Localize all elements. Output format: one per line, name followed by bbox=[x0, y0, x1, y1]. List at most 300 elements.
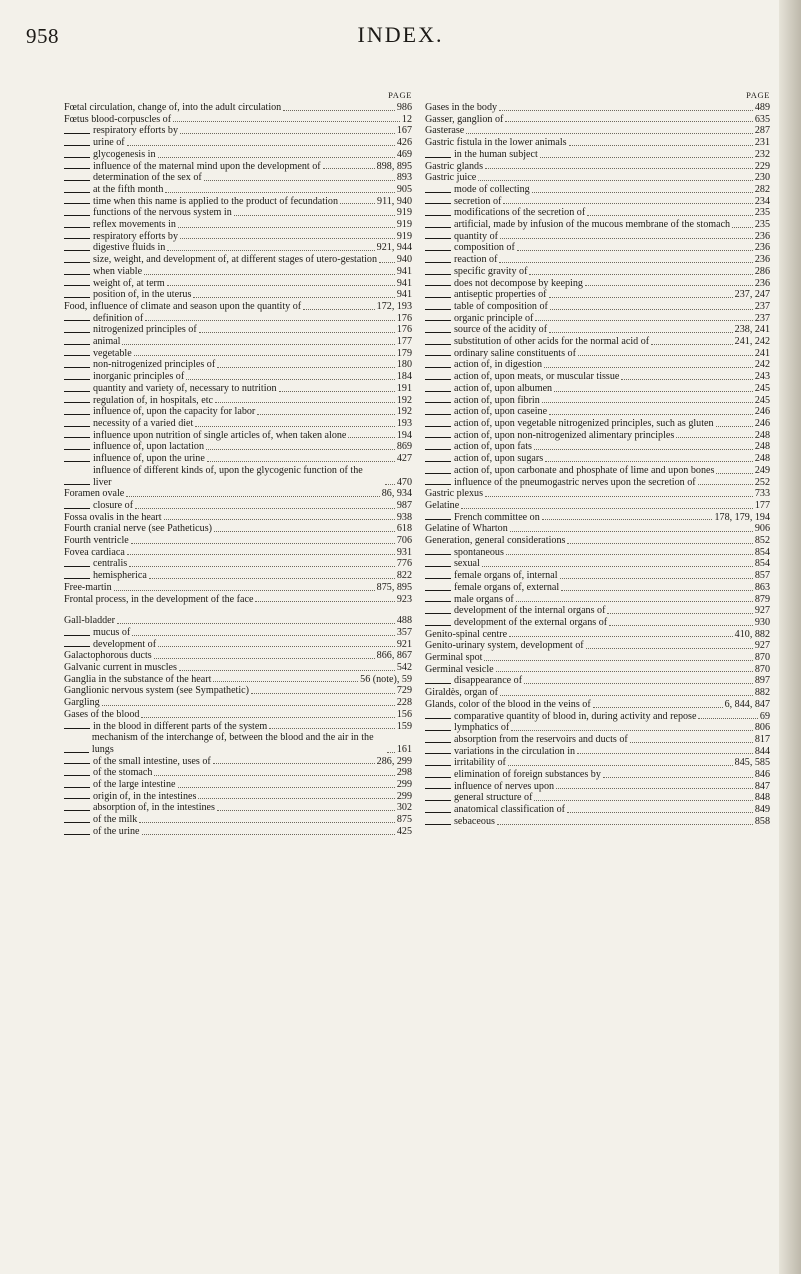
index-subentry bbox=[64, 313, 412, 325]
dot-leader bbox=[509, 636, 733, 637]
dot-leader bbox=[141, 717, 394, 718]
dot-leader bbox=[461, 508, 753, 509]
index-subentry bbox=[425, 406, 770, 418]
entry-text: inorganic principles of bbox=[93, 371, 185, 383]
entry-text: influence of, upon the capacity for labor bbox=[93, 406, 256, 418]
entry-text: influence of different kinds of, upon the glycogenic function of the liver bbox=[93, 464, 363, 488]
index-subentry bbox=[64, 336, 412, 348]
index-subentry bbox=[425, 547, 770, 559]
index-subentry bbox=[425, 781, 770, 793]
dot-leader bbox=[127, 554, 395, 555]
entry-text: spontaneous bbox=[454, 546, 504, 558]
entry-page-ref: 287 bbox=[754, 125, 770, 137]
ditto-dash bbox=[425, 379, 451, 380]
entry-page-ref: 252 bbox=[754, 476, 770, 488]
entry-text: size, weight, and development of, at different stages of utero-gestation bbox=[93, 254, 378, 266]
ditto-dash bbox=[425, 250, 451, 251]
index-subentry bbox=[425, 558, 770, 570]
ditto-dash bbox=[425, 484, 451, 485]
entry-text: Gastric glands bbox=[425, 160, 484, 172]
index-subentry bbox=[64, 500, 412, 512]
entry-text: position of, in the uterus bbox=[93, 289, 192, 301]
ditto-dash bbox=[425, 554, 451, 555]
entry-text: variations in the circulation in bbox=[454, 745, 576, 757]
index-entry bbox=[64, 523, 412, 535]
dot-leader bbox=[385, 484, 395, 485]
index-subentry bbox=[64, 721, 412, 733]
ditto-dash bbox=[425, 309, 451, 310]
dot-leader bbox=[134, 355, 395, 356]
index-subentry bbox=[425, 371, 770, 383]
entry-page-ref: 302 bbox=[396, 802, 412, 814]
ditto-dash bbox=[64, 752, 89, 753]
entry-page-ref: 427 bbox=[396, 453, 412, 465]
index-subentry bbox=[64, 184, 412, 196]
index-subentry bbox=[64, 814, 412, 826]
index-entry bbox=[425, 652, 770, 664]
index-subentry bbox=[64, 732, 412, 755]
entry-page-ref: 426 bbox=[396, 137, 412, 149]
dot-leader bbox=[207, 461, 395, 462]
ditto-dash bbox=[425, 578, 451, 579]
entry-text: action of, upon sugars bbox=[454, 453, 544, 465]
ditto-dash bbox=[64, 133, 90, 134]
entry-text: Gases in the body bbox=[425, 102, 498, 113]
entry-page-ref: 931 bbox=[396, 546, 412, 558]
entry-text: Fœtal circulation, change of, into the adult circulation bbox=[64, 102, 282, 113]
index-subentry bbox=[425, 582, 770, 594]
index-subentry bbox=[64, 756, 412, 768]
index-subentry bbox=[425, 430, 770, 442]
index-subentry bbox=[64, 231, 412, 243]
index-subentry bbox=[64, 441, 412, 453]
dot-leader bbox=[499, 110, 753, 111]
entry-text: action of, upon fibrin bbox=[454, 394, 540, 406]
dot-leader bbox=[578, 355, 753, 356]
entry-page-ref: 236 bbox=[754, 277, 770, 289]
index-subentry bbox=[64, 371, 412, 383]
index-subentry bbox=[425, 418, 770, 430]
index-subentry bbox=[64, 791, 412, 803]
entry-page-ref: 86, 934 bbox=[381, 488, 412, 500]
ditto-dash bbox=[64, 402, 90, 403]
index-subentry bbox=[425, 395, 770, 407]
entry-text: male organs of bbox=[454, 593, 514, 605]
dot-leader bbox=[478, 180, 753, 181]
dot-leader bbox=[213, 763, 375, 764]
ditto-dash bbox=[425, 320, 451, 321]
entry-text: quantity of bbox=[454, 230, 499, 242]
index-entry bbox=[425, 687, 770, 699]
entry-page-ref: 870 bbox=[754, 663, 770, 675]
dot-leader bbox=[529, 274, 752, 275]
dot-leader bbox=[165, 192, 394, 193]
entry-text: respiratory efforts by bbox=[93, 125, 179, 137]
dot-leader bbox=[500, 238, 753, 239]
entry-text: influence of the pneumogastric nerves upon the secretion of bbox=[454, 476, 696, 488]
index-subentry bbox=[425, 675, 770, 687]
entry-page-ref: 177 bbox=[754, 499, 770, 511]
index-subentry bbox=[64, 383, 412, 395]
dot-leader bbox=[379, 262, 395, 263]
ditto-dash bbox=[425, 391, 451, 392]
index-entry bbox=[64, 709, 412, 721]
ditto-dash bbox=[425, 777, 451, 778]
section-gap bbox=[64, 605, 412, 615]
ditto-dash bbox=[425, 625, 451, 626]
entry-text: does not decompose by keeping bbox=[454, 277, 583, 289]
entry-page-ref: 927 bbox=[754, 640, 770, 652]
ditto-dash bbox=[425, 753, 451, 754]
ditto-dash bbox=[64, 367, 90, 368]
entry-page-ref: 184 bbox=[396, 371, 412, 383]
dot-leader bbox=[542, 402, 753, 403]
entry-page-ref: 176 bbox=[396, 312, 412, 324]
index-subentry bbox=[425, 453, 770, 465]
entry-text: Gargling bbox=[64, 697, 100, 709]
index-subentry bbox=[64, 558, 412, 570]
entry-page-ref: 806 bbox=[754, 722, 770, 734]
entry-page-ref: 845, 585 bbox=[734, 757, 770, 769]
index-entry bbox=[64, 582, 412, 594]
ditto-dash bbox=[425, 742, 451, 743]
index-entry bbox=[425, 699, 770, 711]
entry-page-ref: 245 bbox=[754, 382, 770, 394]
ditto-dash bbox=[64, 508, 90, 509]
entry-page-ref: 986 bbox=[396, 102, 412, 113]
entry-text: ordinary saline constituents of bbox=[454, 347, 576, 359]
entry-page-ref: 635 bbox=[754, 113, 770, 125]
index-subentry bbox=[425, 594, 770, 606]
dot-leader bbox=[257, 414, 395, 415]
entry-text: digestive fluids in bbox=[93, 242, 166, 254]
ditto-dash bbox=[425, 601, 451, 602]
entry-page-ref: 193 bbox=[396, 417, 412, 429]
dot-leader bbox=[348, 437, 394, 438]
index-subentry bbox=[64, 570, 412, 582]
entry-page-ref: 177 bbox=[396, 336, 412, 348]
index-subentry bbox=[64, 266, 412, 278]
dot-leader bbox=[173, 121, 400, 122]
dot-leader bbox=[206, 449, 395, 450]
dot-leader bbox=[135, 508, 395, 509]
dot-leader bbox=[129, 566, 395, 567]
dot-leader bbox=[698, 484, 753, 485]
entry-page-ref: 854 bbox=[754, 558, 770, 570]
index-subentry bbox=[64, 254, 412, 266]
dot-leader bbox=[251, 693, 395, 694]
dot-leader bbox=[178, 227, 395, 228]
entry-page-ref: 229 bbox=[754, 160, 770, 172]
entry-text: in the blood in different parts of the system bbox=[93, 720, 268, 732]
entry-text: functions of the nervous system in bbox=[93, 207, 232, 219]
index-subentry bbox=[64, 406, 412, 418]
ditto-dash bbox=[425, 157, 451, 158]
entry-text: quantity and variety of, necessary to nutrition bbox=[93, 382, 277, 394]
entry-page-ref: 231 bbox=[754, 137, 770, 149]
entry-text: vegetable bbox=[93, 347, 132, 359]
dot-leader bbox=[158, 157, 395, 158]
entry-text: Genito-spinal centre bbox=[425, 628, 508, 640]
ditto-dash bbox=[64, 635, 90, 636]
index-entry bbox=[425, 125, 770, 137]
index-subentry bbox=[425, 301, 770, 313]
ditto-dash bbox=[425, 227, 451, 228]
entry-text: general structure of bbox=[454, 792, 533, 804]
index-list-left bbox=[64, 102, 412, 838]
dot-leader bbox=[587, 215, 753, 216]
dot-leader bbox=[497, 824, 753, 825]
dot-leader bbox=[158, 646, 395, 647]
entry-text: Frontal process, in the development of the face bbox=[64, 593, 254, 605]
ditto-dash bbox=[425, 414, 451, 415]
entry-text: Gastric plexus bbox=[425, 488, 484, 500]
dot-leader bbox=[154, 658, 375, 659]
ditto-dash bbox=[64, 449, 90, 450]
ditto-dash bbox=[425, 215, 451, 216]
ditto-dash bbox=[425, 683, 451, 684]
entry-text: Gases of the blood bbox=[64, 708, 140, 720]
ditto-dash bbox=[425, 519, 451, 520]
dot-leader bbox=[214, 531, 395, 532]
entry-text: mucus of bbox=[93, 626, 131, 638]
dot-leader bbox=[217, 367, 395, 368]
entry-text: Gelatine bbox=[425, 499, 460, 511]
entry-text: absorption of, in the intestines bbox=[93, 802, 215, 814]
entry-page-ref: 299 bbox=[396, 790, 412, 802]
index-entry bbox=[64, 535, 412, 547]
dot-leader bbox=[609, 625, 753, 626]
dot-leader bbox=[577, 753, 753, 754]
entry-page-ref: 897 bbox=[754, 675, 770, 687]
entry-page-ref: 875 bbox=[396, 814, 412, 826]
entry-page-ref: 542 bbox=[396, 662, 412, 674]
dot-leader bbox=[569, 145, 753, 146]
dot-leader bbox=[506, 554, 753, 555]
index-subentry bbox=[425, 324, 770, 336]
entry-page-ref: 286 bbox=[754, 265, 770, 277]
entry-text: Glands, color of the blood in the veins of bbox=[425, 698, 591, 710]
ditto-dash bbox=[64, 798, 90, 799]
entry-page-ref: 847 bbox=[754, 780, 770, 792]
entry-text: modifications of the secretion of bbox=[454, 207, 586, 219]
index-entry bbox=[64, 662, 412, 674]
index-subentry bbox=[64, 639, 412, 651]
index-subentry bbox=[425, 769, 770, 781]
dot-leader bbox=[540, 157, 753, 158]
entry-page-ref: 489 bbox=[754, 102, 770, 113]
entry-page-ref: 249 bbox=[754, 464, 770, 476]
entry-text: Genito-urinary system, development of bbox=[425, 640, 584, 652]
ditto-dash bbox=[64, 414, 90, 415]
index-subentry bbox=[425, 359, 770, 371]
dot-leader bbox=[603, 777, 753, 778]
entry-page-ref: 866, 867 bbox=[376, 650, 412, 662]
ditto-dash bbox=[425, 367, 451, 368]
ditto-dash bbox=[425, 613, 451, 614]
entry-text: non-nitrogenized principles of bbox=[93, 359, 216, 371]
entry-text: action of, in digestion bbox=[454, 359, 543, 371]
ditto-dash bbox=[425, 473, 451, 474]
entry-page-ref: 156 bbox=[396, 708, 412, 720]
dot-leader bbox=[651, 344, 733, 345]
entry-page-ref: 235 bbox=[754, 207, 770, 219]
ditto-dash bbox=[64, 437, 90, 438]
index-entry bbox=[425, 161, 770, 173]
index-subentry bbox=[425, 219, 770, 231]
index-subentry bbox=[425, 278, 770, 290]
dot-leader bbox=[621, 379, 752, 380]
index-subentry bbox=[425, 196, 770, 208]
ditto-dash bbox=[64, 728, 90, 729]
index-column-left bbox=[64, 90, 412, 838]
ditto-dash bbox=[64, 145, 90, 146]
entry-page-ref: 893 bbox=[396, 172, 412, 184]
index-subentry bbox=[64, 196, 412, 208]
entry-text: secretion of bbox=[454, 195, 502, 207]
entry-text: anatomical classification of bbox=[454, 804, 565, 816]
entry-text: mode of collecting bbox=[454, 183, 530, 195]
entry-page-ref: 299 bbox=[396, 779, 412, 791]
index-subentry bbox=[64, 172, 412, 184]
entry-page-ref: 898, 895 bbox=[376, 160, 412, 172]
dot-leader bbox=[102, 705, 395, 706]
entry-page-ref: 921 bbox=[396, 638, 412, 650]
entry-text: Foramen ovale bbox=[64, 488, 125, 500]
dot-leader bbox=[132, 635, 395, 636]
ditto-dash bbox=[425, 788, 451, 789]
index-subentry bbox=[425, 792, 770, 804]
entry-page-ref: 844 bbox=[754, 745, 770, 757]
entry-text: development of the external organs of bbox=[454, 616, 608, 628]
ditto-dash bbox=[64, 320, 90, 321]
dot-leader bbox=[549, 414, 753, 415]
ditto-dash bbox=[64, 274, 90, 275]
dot-leader bbox=[198, 798, 394, 799]
entry-text: antiseptic properties of bbox=[454, 289, 547, 301]
entry-page-ref: 192 bbox=[396, 406, 412, 418]
entry-text: Germinal spot bbox=[425, 652, 483, 664]
entry-text: influence of the maternal mind upon the development of bbox=[93, 160, 321, 172]
ditto-dash bbox=[425, 355, 451, 356]
ditto-dash bbox=[64, 157, 90, 158]
dot-leader bbox=[585, 285, 753, 286]
dot-leader bbox=[114, 590, 375, 591]
entry-text: when viable bbox=[93, 265, 143, 277]
ditto-dash bbox=[425, 800, 451, 801]
entry-text: action of, upon meats, or muscular tissue bbox=[454, 371, 620, 383]
index-entry bbox=[64, 114, 412, 126]
index-subentry bbox=[64, 767, 412, 779]
dot-leader bbox=[524, 683, 753, 684]
entry-page-ref: 241 bbox=[754, 347, 770, 359]
index-subentry bbox=[64, 627, 412, 639]
ditto-dash bbox=[425, 718, 451, 719]
entry-page-ref: 298 bbox=[396, 767, 412, 779]
index-entry bbox=[425, 137, 770, 149]
ditto-dash bbox=[425, 730, 451, 731]
index-subentry bbox=[425, 149, 770, 161]
dot-leader bbox=[544, 367, 753, 368]
entry-text: Ganglia in the substance of the heart bbox=[64, 673, 212, 685]
dot-leader bbox=[178, 787, 395, 788]
ditto-dash bbox=[64, 168, 90, 169]
index-subentry bbox=[64, 289, 412, 301]
index-entry bbox=[64, 615, 412, 627]
entry-page-ref: 230 bbox=[754, 172, 770, 184]
entry-text: in the human subject bbox=[454, 148, 538, 160]
entry-text: animal bbox=[93, 336, 121, 348]
index-subentry bbox=[64, 779, 412, 791]
dot-leader bbox=[127, 145, 395, 146]
dot-leader bbox=[517, 250, 753, 251]
entry-page-ref: 927 bbox=[754, 605, 770, 617]
dot-leader bbox=[167, 250, 374, 251]
entry-page-ref: 159 bbox=[396, 720, 412, 732]
ditto-dash bbox=[64, 227, 90, 228]
dot-leader bbox=[567, 812, 753, 813]
ditto-dash bbox=[64, 822, 90, 823]
entry-page-ref: 192 bbox=[396, 394, 412, 406]
entry-text: urine of bbox=[93, 137, 125, 149]
index-subentry bbox=[64, 125, 412, 137]
index-subentry bbox=[425, 383, 770, 395]
ditto-dash bbox=[425, 274, 451, 275]
entry-page-ref: 176 bbox=[396, 324, 412, 336]
entry-text: Gelatine of Wharton bbox=[425, 523, 508, 535]
entry-text: Gasterase bbox=[425, 125, 465, 137]
dot-leader bbox=[676, 437, 753, 438]
dot-leader bbox=[586, 648, 753, 649]
dot-leader bbox=[549, 332, 733, 333]
page-number: 958 bbox=[26, 24, 59, 48]
dot-leader bbox=[186, 379, 395, 380]
ditto-dash bbox=[64, 461, 90, 462]
index-entry bbox=[425, 523, 770, 535]
entry-text: female organs of, internal bbox=[454, 570, 558, 582]
entry-text: Germinal vesicle bbox=[425, 663, 494, 675]
entry-page-ref: 6, 844, 847 bbox=[724, 698, 770, 710]
ditto-dash bbox=[64, 775, 90, 776]
index-entry bbox=[425, 114, 770, 126]
entry-text: reflex movements in bbox=[93, 219, 176, 231]
index-entry bbox=[64, 594, 412, 606]
entry-text: Galvanic current in muscles bbox=[64, 662, 177, 674]
entry-page-ref: 858 bbox=[754, 815, 770, 827]
dot-leader bbox=[167, 285, 395, 286]
entry-text: Galactophorous ducts bbox=[64, 650, 152, 662]
dot-leader bbox=[500, 695, 753, 696]
entry-page-ref: 241, 242 bbox=[734, 336, 770, 348]
entry-page-ref: 248 bbox=[754, 453, 770, 465]
entry-page-ref: 243 bbox=[754, 371, 770, 383]
entry-page-ref: 161 bbox=[396, 743, 412, 755]
dot-leader bbox=[131, 543, 395, 544]
ditto-dash bbox=[64, 262, 90, 263]
index-subentry bbox=[425, 746, 770, 758]
entry-page-ref: 286, 299 bbox=[376, 755, 412, 767]
dot-leader bbox=[149, 578, 395, 579]
ditto-dash bbox=[64, 344, 90, 345]
dot-leader bbox=[516, 601, 753, 602]
dot-leader bbox=[607, 613, 752, 614]
dot-leader bbox=[180, 238, 395, 239]
index-subentry bbox=[64, 395, 412, 407]
entry-text: Fourth cranial nerve (see Patheticus) bbox=[64, 523, 212, 535]
entry-text: specific gravity of bbox=[454, 265, 528, 277]
index-subentry bbox=[425, 231, 770, 243]
index-subentry bbox=[64, 826, 412, 838]
